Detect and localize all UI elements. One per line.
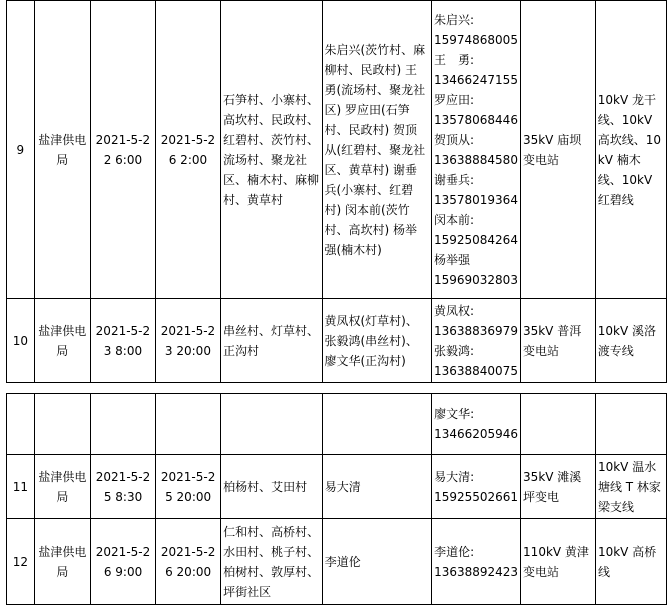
row-number: 12 <box>7 519 35 605</box>
phone-line: 15969032803 <box>433 272 518 287</box>
phone-line: 谢垂兵: <box>433 172 475 187</box>
phone-line: 王 勇: <box>433 52 475 67</box>
phone-line: 杨举强 <box>433 252 470 267</box>
empty-cell <box>90 394 155 455</box>
phone-line: 廖文华: <box>434 407 475 421</box>
phones-cell <box>431 299 520 383</box>
phone-line: 闵本前: <box>433 212 475 227</box>
phone-line: 黄凤权: <box>433 303 475 318</box>
empty-cell <box>156 394 221 455</box>
phone-line: 13638884580 <box>433 152 518 167</box>
start-time-cell: 2021-5-26 9:00 <box>90 519 155 605</box>
substation-cell: 35kV 滩溪坪变电 <box>521 455 596 519</box>
contacts-cell: 黄凤权(灯草村)、张毅鸿(串丝村)、廖文华(正沟村) <box>322 299 431 383</box>
outage-table-bottom <box>6 393 667 605</box>
start-time-cell: 2021-5-25 8:30 <box>90 455 155 519</box>
phone-line: 李道伦: <box>434 544 475 559</box>
end-time-cell: 2021-5-25 20:00 <box>156 455 221 519</box>
lines-cell: 10kV 溪洛渡专线 <box>595 299 666 383</box>
page-break <box>0 383 667 393</box>
phone-line: 张毅鸿: <box>433 343 475 358</box>
phones-cell <box>432 394 521 455</box>
lines-cell: 10kV 高桥线 <box>595 519 666 605</box>
substation-cell: 110kV 黄津变电站 <box>521 519 596 605</box>
phone-line: 15974868005 <box>433 32 518 47</box>
start-time-cell: 2021-5-23 8:00 <box>90 299 155 383</box>
row-number: 10 <box>7 299 35 383</box>
lines-cell: 10kV 龙干线、10kV 高坎线、10kV 楠木线、10kV 红碧线 <box>595 1 666 299</box>
table-row <box>7 519 667 605</box>
phones-cell <box>432 519 521 605</box>
empty-cell <box>221 394 323 455</box>
empty-cell <box>7 394 35 455</box>
substation-cell: 35kV 普洱变电站 <box>520 299 595 383</box>
villages-cell: 石笋村、小寨村、高坎村、民政村、红碧村、茨竹村、流场村、聚龙社区、楠木村、麻柳村、黄草村 <box>220 1 322 299</box>
unit-cell: 盐津供电局 <box>34 455 90 519</box>
empty-cell <box>595 394 666 455</box>
row-number: 11 <box>7 455 35 519</box>
phone-line: 13638892423 <box>434 564 519 579</box>
villages-cell: 串丝村、灯草村、正沟村 <box>220 299 322 383</box>
row-number: 9 <box>7 1 35 299</box>
end-time-cell: 2021-5-26 20:00 <box>156 519 221 605</box>
table-row <box>7 299 667 383</box>
end-time-cell: 2021-5-23 20:00 <box>155 299 220 383</box>
table-row <box>7 455 667 519</box>
phones-cell <box>432 455 521 519</box>
outage-table-top <box>6 0 667 383</box>
phone-line: 15925084264 <box>433 232 518 247</box>
phone-line: 易大清: <box>434 469 475 484</box>
phone-line: 罗应田: <box>433 92 475 107</box>
phone-line: 13638836979 <box>433 323 518 338</box>
phone-line: 贺顶从: <box>433 132 475 147</box>
villages-cell: 仁和村、高桥村、水田村、桃子村、柏树村、敦厚村、坪街社区 <box>221 519 323 605</box>
substation-cell: 35kV 庙坝变电站 <box>520 1 595 299</box>
end-time-cell: 2021-5-26 2:00 <box>155 1 220 299</box>
contacts-cell: 李道伦 <box>322 519 431 605</box>
phone-line: 13466205946 <box>434 427 519 441</box>
unit-cell: 盐津供电局 <box>34 299 90 383</box>
contacts-cell: 朱启兴(茨竹村、麻柳村、民政村) 王 勇(流场村、聚龙社区) 罗应田(石笋村、民政村) 贺顶从(红碧村、聚龙社区、黄草村) 谢垂兵(小寨村、红碧村) 闵本前(茨竹村、高坎村) 杨举强(楠木村) <box>322 1 431 299</box>
table-row <box>7 1 667 299</box>
unit-cell: 盐津供电局 <box>34 1 90 299</box>
contacts-cell: 易大清 <box>322 455 431 519</box>
lines-cell: 10kV 温水塘线 T 林家梁支线 <box>595 455 666 519</box>
phones-cell <box>431 1 520 299</box>
phone-line: 朱启兴: <box>433 12 475 27</box>
unit-cell: 盐津供电局 <box>34 519 90 605</box>
empty-cell <box>521 394 596 455</box>
phone-line: 15925502661 <box>434 489 519 504</box>
empty-cell <box>34 394 90 455</box>
empty-cell <box>322 394 431 455</box>
table-row-continuation <box>7 394 667 455</box>
phone-line: 13578019364 <box>433 192 518 207</box>
villages-cell: 柏杨村、艾田村 <box>221 455 323 519</box>
phone-line: 13578068446 <box>433 112 518 127</box>
phone-line: 13638840075 <box>433 363 518 378</box>
start-time-cell: 2021-5-22 6:00 <box>90 1 155 299</box>
phone-line: 13466247155 <box>433 72 518 87</box>
